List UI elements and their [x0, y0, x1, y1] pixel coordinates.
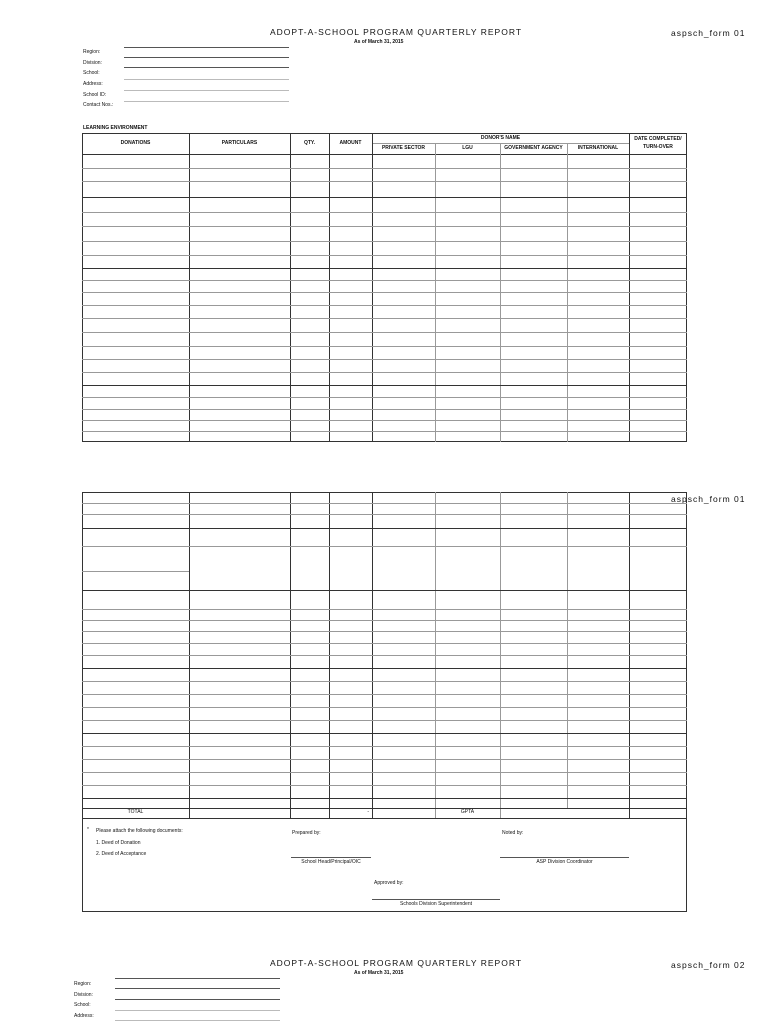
form-code-3: aspsch_form 02	[671, 960, 746, 970]
document-item: 2. Deed of Acceptance	[96, 851, 147, 857]
field-label-school: School:	[83, 70, 100, 76]
total-label: TOTAL	[127, 809, 144, 815]
field-label-address: Address:	[74, 1013, 94, 1019]
col-government-agency: GOVERNMENT AGENCY	[504, 145, 563, 151]
as-of-date: As of March 31, 2015	[354, 39, 404, 45]
field-label-school-id: School ID:	[83, 92, 107, 98]
field-line-division[interactable]	[115, 988, 280, 989]
table-frame	[82, 133, 687, 442]
header-bottom-rule	[82, 154, 687, 155]
approved-by-label: Approved by:	[374, 880, 404, 886]
approved-role: Schools Division Superintendent	[400, 901, 472, 907]
col-amount: AMOUNT	[339, 140, 362, 146]
field-label-division: Division:	[74, 992, 93, 998]
report-title: ADOPT-A-SCHOOL PROGRAM QUARTERLY REPORT	[270, 27, 523, 37]
col-international: INTERNATIONAL	[577, 145, 619, 151]
col-donations: DONATIONS	[120, 140, 151, 146]
attach-note: Please attach the following documents:	[96, 828, 183, 834]
field-line-division[interactable]	[124, 57, 289, 58]
noted-role: ASP Division Coordinator	[536, 859, 593, 865]
field-line-school[interactable]	[115, 999, 280, 1000]
table-frame-2	[82, 492, 687, 912]
total-amount: -	[367, 809, 369, 815]
col-turn-over: TURN-OVER	[643, 144, 673, 150]
field-line-region[interactable]	[115, 978, 280, 979]
field-line-school[interactable]	[124, 67, 289, 68]
col-private-sector: PRIVATE SECTOR	[381, 145, 426, 151]
approved-signature-line[interactable]	[372, 899, 500, 900]
field-line-region[interactable]	[124, 47, 289, 48]
field-label-region: Region:	[83, 49, 101, 55]
form-code-2: aspsch_form 01	[671, 494, 746, 504]
gpta-label: GPTA	[460, 809, 475, 815]
noted-by-label: Noted by:	[502, 830, 524, 836]
field-line-school-id[interactable]	[124, 90, 289, 91]
as-of-date-2: As of March 31, 2015	[354, 970, 404, 976]
field-label-division: Division:	[83, 60, 102, 66]
note-mark: *	[87, 827, 89, 833]
col-date-completed: DATE COMPLETED/	[634, 136, 682, 142]
prepared-signature-line[interactable]	[291, 857, 371, 858]
field-label-school: School:	[74, 1002, 91, 1008]
col-qty: QTY.	[303, 140, 316, 146]
field-line-address[interactable]	[115, 1010, 280, 1011]
field-line-extra[interactable]	[115, 1020, 280, 1021]
col-donors-name: DONOR'S NAME	[480, 135, 521, 141]
field-line-contact[interactable]	[124, 101, 289, 102]
prepared-role: School Head/Principal/OIC	[301, 859, 361, 865]
document-item: 1. Deed of Donation	[96, 840, 141, 846]
section-title: LEARNING ENVIRONMENT	[83, 125, 148, 131]
field-label-region: Region:	[74, 981, 92, 987]
field-label-address: Address:	[83, 81, 103, 87]
noted-signature-line[interactable]	[500, 857, 629, 858]
form-code: aspsch_form 01	[671, 28, 746, 38]
prepared-by-label: Prepared by:	[292, 830, 321, 836]
report-title-2: ADOPT-A-SCHOOL PROGRAM QUARTERLY REPORT	[270, 958, 523, 968]
field-line-address[interactable]	[124, 79, 289, 80]
col-particulars: PARTICULARS	[221, 140, 258, 146]
col-lgu: LGU	[462, 145, 473, 151]
field-label-contact: Contact Nos.:	[83, 102, 114, 108]
